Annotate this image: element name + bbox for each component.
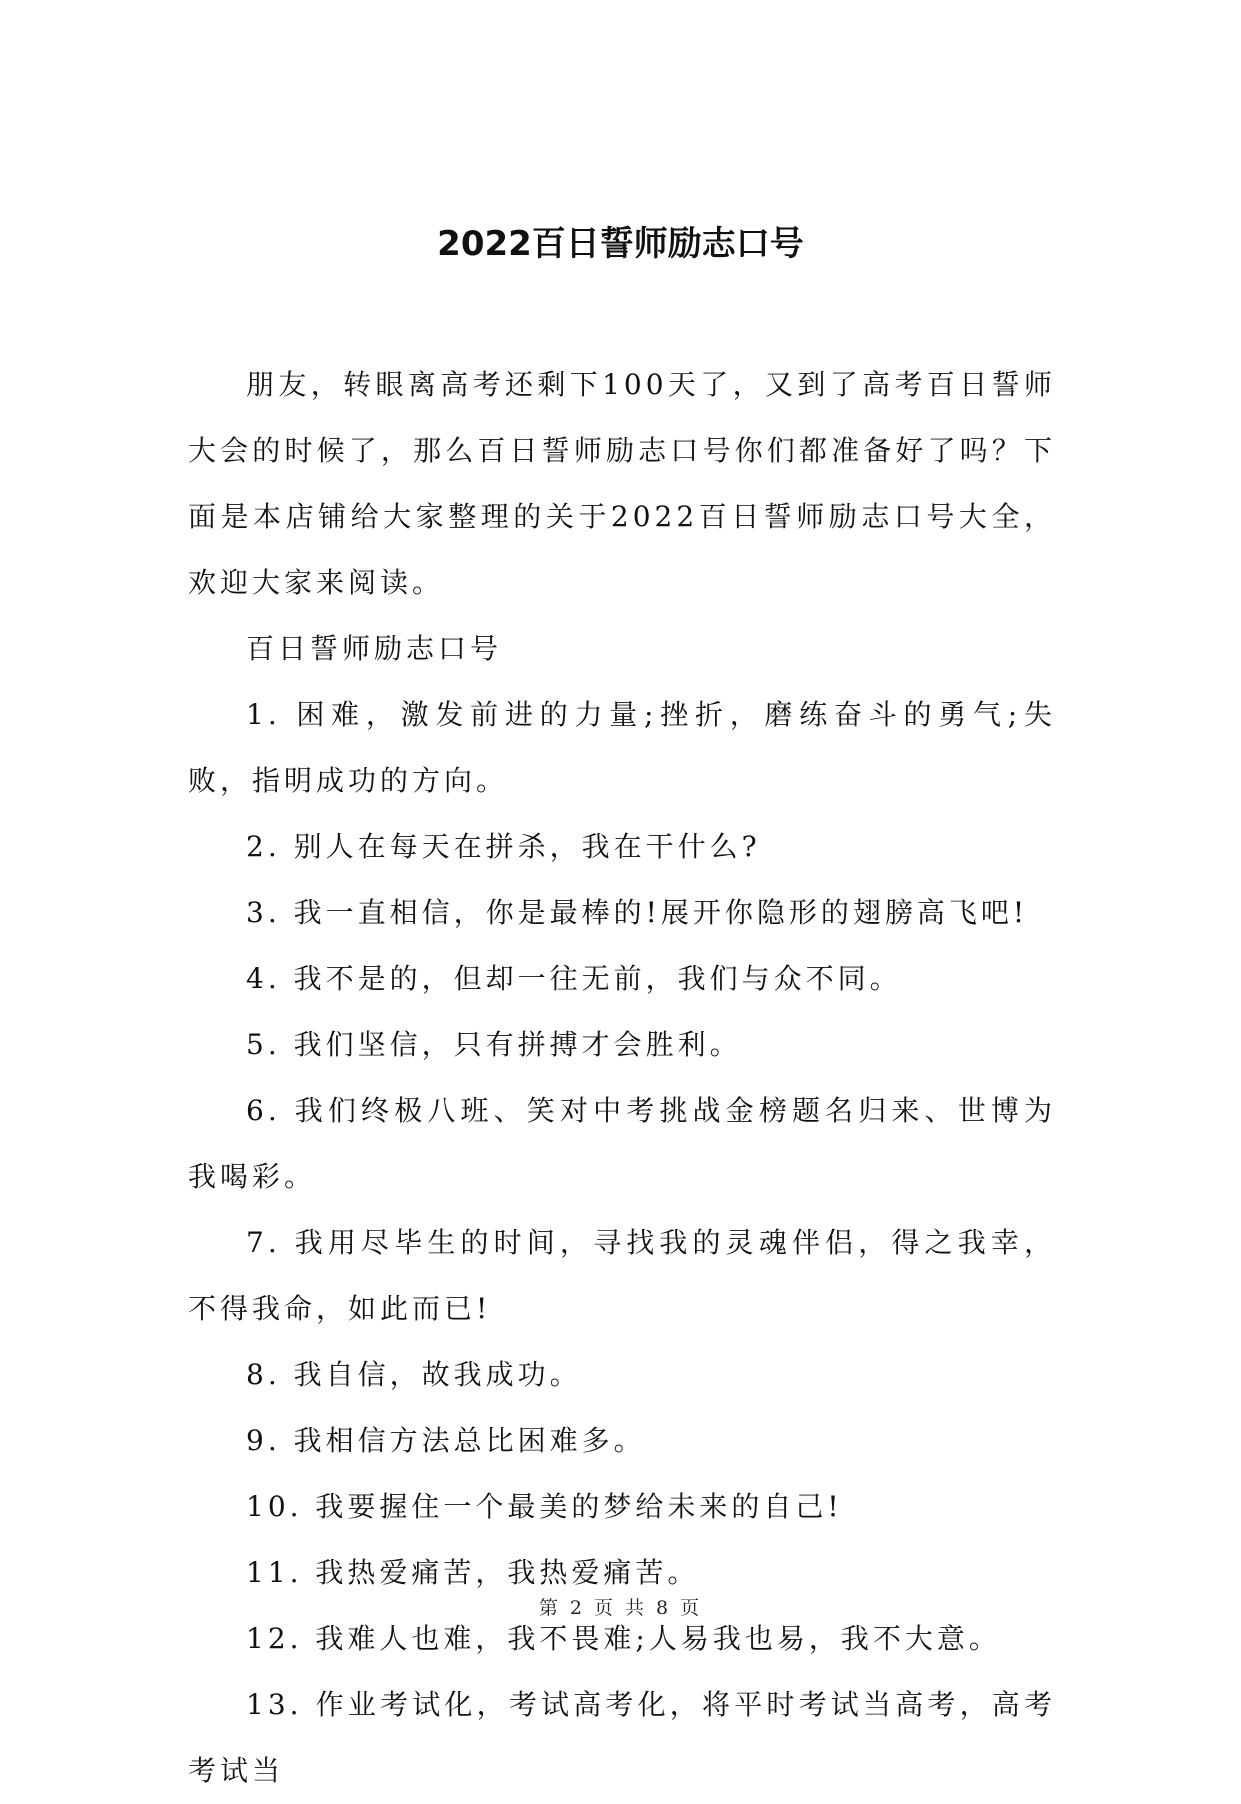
slogan-item: 4. 我不是的，但却一往无前，我们与众不同。 [246, 962, 902, 995]
slogan-item: 9. 我相信方法总比困难多。 [246, 1424, 646, 1457]
slogan-item: 13. 作业考试化，考试高考化，将平时考试当高考，高考考试当 [188, 1688, 1056, 1787]
slogan-item: 3. 我一直相信，你是最棒的!展开你隐形的翅膀高飞吧! [246, 896, 1029, 929]
slogan-item: 11. 我热爱痛苦，我热爱痛苦。 [246, 1556, 700, 1589]
section-heading: 百日誓师励志口号 [246, 632, 503, 665]
slogan-item: 2. 别人在每天在拼杀，我在干什么? [246, 830, 761, 863]
intro-paragraph: 朋友，转眼离高考还剩下100天了，又到了高考百日誓师大会的时候了，那么百日誓师励志口号你们都准备好了吗？下面是本店铺给大家整理的关于2022百日誓师励志口号大全，欢迎大家来阅读。 [188, 368, 1056, 599]
slogan-item: 1. 困难，激发前进的力量;挫折，磨练奋斗的勇气;失败，指明成功的方向。 [188, 698, 1056, 797]
slogan-item: 12. 我难人也难，我不畏难;人易我也易，我不大意。 [246, 1622, 1001, 1655]
page-footer: 第 2 页 共 8 页 [538, 1597, 703, 1619]
slogan-item: 6. 我们终极八班、笑对中考挑战金榜题名归来、世博为我喝彩。 [188, 1094, 1056, 1193]
document-title: 2022百日誓师励志口号 [437, 224, 804, 264]
slogan-item: 5. 我们坚信，只有拼搏才会胜利。 [246, 1028, 742, 1061]
slogan-item: 7. 我用尽毕生的时间，寻找我的灵魂伴侣，得之我幸，不得我命，如此而已! [188, 1226, 1056, 1325]
document-body [188, 352, 1056, 1804]
slogan-item: 8. 我自信，故我成功。 [246, 1358, 582, 1391]
slogan-item: 10. 我要握住一个最美的梦给未来的自己! [246, 1490, 843, 1523]
